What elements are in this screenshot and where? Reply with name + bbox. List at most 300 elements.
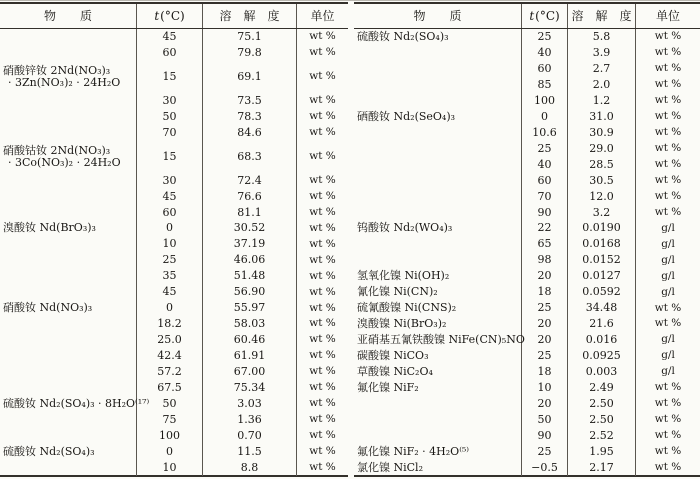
unit-cell: wt % [309, 445, 336, 458]
temperature-cell: 45 [137, 29, 203, 45]
substance-cell [354, 93, 522, 109]
unit-cell: wt % [654, 429, 682, 442]
substance-cell [354, 252, 522, 268]
temperature-cell: 0 [522, 109, 568, 125]
table-row [0, 93, 348, 109]
unit-cell: wt % [309, 397, 336, 410]
substance-cell [354, 268, 522, 284]
temp-unit-label: (°C) [535, 8, 560, 23]
temperature-cell: 25 [522, 29, 568, 45]
solubility-cell: 1.36 [203, 412, 297, 428]
table-row [354, 157, 700, 173]
substance-cell [354, 460, 522, 476]
substance-cell [354, 157, 522, 173]
solubility-cell: 2.50 [568, 396, 636, 412]
temp-symbol: t [154, 8, 160, 23]
solubility-cell: 0.0592 [568, 284, 636, 300]
solubility-cell: 0.0190 [568, 220, 636, 236]
solubility-cell: 0.70 [203, 428, 297, 444]
table-row [354, 109, 700, 125]
unit-cell: wt % [654, 94, 682, 107]
table-row [354, 444, 700, 460]
solubility-cell: 0.003 [568, 364, 636, 380]
table-row [354, 93, 700, 109]
substance-cell [354, 300, 522, 316]
temperature-cell: 70 [522, 189, 568, 205]
unit-cell: g/l [661, 269, 675, 282]
table-row [0, 268, 348, 284]
temperature-cell: −0.5 [522, 460, 568, 476]
substance-name-line2: · 3Co(NO₃)₂ · 24H₂O [8, 155, 121, 169]
temperature-cell: 70 [137, 125, 203, 141]
temperature-cell: 25 [522, 141, 568, 157]
table-row [354, 141, 700, 157]
unit-cell: wt % [654, 62, 682, 75]
substance-cell [0, 380, 137, 396]
solubility-cell: 76.6 [203, 189, 297, 205]
substance-cell [354, 236, 522, 252]
solubility-cell: 51.48 [203, 268, 297, 284]
solubility-cell: 29.0 [568, 141, 636, 157]
substance-cell [0, 189, 137, 205]
temperature-cell: 18.2 [137, 316, 203, 332]
table-row [0, 332, 348, 348]
temperature-cell: 90 [522, 204, 568, 220]
unit-cell: wt % [309, 221, 336, 234]
unit-cell: wt % [654, 189, 682, 202]
solubility-cell: 11.5 [203, 444, 297, 460]
temperature-cell: 45 [137, 189, 203, 205]
temperature-cell: 42.4 [137, 348, 203, 364]
substance-cell [0, 396, 150, 412]
temperature-cell: 40 [522, 45, 568, 61]
substance-name: 硫氰酸镍 Ni(CNS)₂ [357, 301, 457, 315]
substance-cell [354, 189, 522, 205]
substance-cell [354, 348, 522, 364]
substance-cell [354, 396, 522, 412]
table-row [0, 396, 348, 412]
solubility-cell: 2.50 [568, 412, 636, 428]
substance-name-line2: · 3Zn(NO₃)₂ · 24H₂O [8, 75, 121, 89]
temperature-cell: 0 [137, 220, 203, 236]
substance-name: 溴酸镍 Ni(BrO₃)₂ [357, 317, 447, 331]
solubility-cell: 79.8 [203, 45, 297, 61]
temperature-cell: 50 [522, 412, 568, 428]
unit-cell: wt % [654, 317, 682, 330]
unit-cell: wt % [654, 397, 682, 410]
substance-cell [0, 348, 137, 364]
substance-cell [0, 29, 137, 45]
solubility-table-left [0, 2, 348, 477]
substance-cell [0, 252, 137, 268]
table-row [0, 109, 348, 125]
solubility-cell: 2.52 [568, 428, 636, 444]
table-row [0, 284, 348, 300]
table-row [0, 460, 348, 476]
substance-cell [354, 29, 522, 45]
table-row [0, 252, 348, 268]
temperature-cell: 35 [137, 268, 203, 284]
solubility-cell: 31.0 [568, 109, 636, 125]
table-row [354, 252, 700, 268]
unit-cell: wt % [309, 269, 336, 282]
table-row [0, 125, 348, 141]
temperature-cell: 0 [137, 444, 203, 460]
solubility-cell: 37.19 [203, 236, 297, 252]
substance-name: 氯化镍 NiCl₂ [357, 460, 423, 474]
unit-cell: wt % [309, 381, 336, 394]
unit-cell: g/l [661, 349, 675, 362]
column-header-temperature [522, 4, 568, 28]
solubility-cell: 46.06 [203, 252, 297, 268]
column-header-unit: 单位 [655, 8, 680, 23]
substance-cell [354, 77, 522, 93]
solubility-cell: 34.48 [568, 300, 636, 316]
substance-name: 碳酸镍 NiCO₃ [357, 349, 429, 363]
unit-cell: wt % [309, 365, 336, 378]
table-row [354, 412, 700, 428]
temperature-cell: 15 [137, 61, 203, 93]
solubility-cell: 8.8 [203, 460, 297, 476]
solubility-cell: 60.46 [203, 332, 297, 348]
temperature-cell: 22 [522, 220, 568, 236]
solubility-cell: 55.97 [203, 300, 297, 316]
temperature-cell: 60 [137, 204, 203, 220]
temperature-cell: 60 [522, 173, 568, 189]
solubility-cell: 56.90 [203, 284, 297, 300]
solubility-cell: 61.91 [203, 348, 297, 364]
substance-cell [0, 141, 137, 173]
solubility-cell: 2.7 [568, 61, 636, 77]
solubility-cell: 78.3 [203, 109, 297, 125]
table-row [354, 45, 700, 61]
substance-cell [354, 444, 522, 460]
substance-cell [0, 428, 137, 444]
substance-cell [0, 45, 137, 61]
top-rule [0, 0, 700, 1]
table-row [354, 396, 700, 412]
table-row [0, 141, 348, 173]
substance-cell [0, 444, 137, 460]
temperature-cell: 67.5 [137, 380, 203, 396]
substance-cell [0, 93, 137, 109]
unit-cell: wt % [654, 413, 682, 426]
table-row [354, 236, 700, 252]
unit-cell: wt % [309, 333, 336, 346]
substance-cell [354, 412, 522, 428]
substance-name: 硝酸锌钕 2Nd(NO₃)₃ [3, 63, 111, 77]
temperature-cell: 65 [522, 236, 568, 252]
temperature-cell: 98 [522, 252, 568, 268]
temperature-cell: 20 [522, 332, 568, 348]
temperature-cell: 18 [522, 284, 568, 300]
table-row [354, 268, 700, 284]
column-header-solubility: 溶 解 度 [203, 4, 297, 28]
temp-symbol: t [529, 8, 535, 23]
substance-cell [0, 268, 137, 284]
unit-cell: wt % [654, 46, 682, 59]
unit-cell: g/l [661, 285, 675, 298]
solubility-cell: 3.2 [568, 204, 636, 220]
substance-cell [0, 412, 137, 428]
unit-cell: wt % [309, 317, 336, 330]
solubility-cell: 68.3 [203, 141, 297, 173]
unit-cell: wt % [654, 30, 682, 43]
unit-cell: wt % [654, 301, 682, 314]
substance-cell [354, 109, 522, 125]
temperature-cell: 30 [137, 93, 203, 109]
table-row [354, 189, 700, 205]
substance-name: 氰化镍 Ni(CN)₂ [357, 285, 438, 299]
solubility-cell: 75.1 [203, 29, 297, 45]
temperature-cell: 90 [522, 428, 568, 444]
table-header-left [0, 4, 348, 29]
unit-cell: wt % [654, 205, 682, 218]
substance-cell [0, 300, 137, 316]
substance-cell [354, 316, 522, 332]
table-row [354, 29, 700, 45]
table-row [0, 316, 348, 332]
substance-cell [354, 428, 522, 444]
table-row [0, 189, 348, 205]
solubility-cell: 2.0 [568, 77, 636, 93]
unit-cell: wt % [309, 413, 336, 426]
table-row [0, 380, 348, 396]
solubility-cell: 0.0925 [568, 348, 636, 364]
solubility-cell: 58.03 [203, 316, 297, 332]
solubility-cell: 3.9 [568, 45, 636, 61]
temperature-cell: 57.2 [137, 364, 203, 380]
substance-cell [354, 45, 522, 61]
table-row [354, 173, 700, 189]
column-header-substance: 物 质 [354, 4, 522, 28]
substance-cell [354, 284, 522, 300]
solubility-cell: 69.1 [203, 61, 297, 93]
table-row [0, 204, 348, 220]
substance-cell [354, 173, 522, 189]
unit-cell: wt % [654, 141, 682, 154]
substance-cell [0, 204, 137, 220]
unit-cell: g/l [661, 365, 675, 378]
unit-cell: wt % [654, 445, 682, 458]
substance-name: 氢氧化镍 Ni(OH)₂ [357, 269, 450, 283]
solubility-cell: 30.9 [568, 125, 636, 141]
temperature-cell: 25.0 [137, 332, 203, 348]
table-row [354, 204, 700, 220]
table-row [354, 348, 700, 364]
unit-cell: wt % [654, 157, 682, 170]
substance-cell [354, 125, 522, 141]
table-row [0, 45, 348, 61]
substance-cell [354, 61, 522, 77]
substance-cell [0, 125, 137, 141]
temperature-cell: 18 [522, 364, 568, 380]
solubility-cell: 30.5 [568, 173, 636, 189]
table-header-right [354, 4, 700, 29]
temperature-cell: 30 [137, 173, 203, 189]
table-row [354, 77, 700, 93]
substance-cell [0, 460, 137, 476]
unit-cell: wt % [309, 149, 336, 162]
table-row [0, 220, 348, 236]
solubility-cell: 5.8 [568, 29, 636, 45]
temperature-cell: 20 [522, 316, 568, 332]
temperature-cell: 20 [522, 396, 568, 412]
solubility-cell: 84.6 [203, 125, 297, 141]
column-header-unit: 单位 [310, 8, 335, 23]
solubility-cell: 81.1 [203, 204, 297, 220]
temperature-cell: 50 [137, 109, 203, 125]
solubility-cell: 0.016 [568, 332, 636, 348]
table-row [354, 364, 700, 380]
solubility-cell: 0.0152 [568, 252, 636, 268]
unit-cell: wt % [309, 205, 336, 218]
temperature-cell: 10 [137, 460, 203, 476]
substance-name: 亚硝基五氰铁酸镍 NiFe(CN)₅NO [357, 333, 525, 347]
solubility-cell: 73.5 [203, 93, 297, 109]
temperature-cell: 10 [522, 380, 568, 396]
substance-name: 氟化镍 NiF₂ [357, 381, 419, 394]
table-body-right [354, 29, 700, 476]
table-row [0, 173, 348, 189]
temperature-cell: 25 [522, 348, 568, 364]
substance-cell [0, 332, 137, 348]
temperature-cell: 25 [137, 252, 203, 268]
temperature-cell: 100 [137, 428, 203, 444]
unit-cell: wt % [654, 461, 682, 474]
substance-cell [0, 61, 137, 93]
temperature-cell: 50 [137, 396, 203, 412]
temperature-cell: 100 [522, 93, 568, 109]
unit-cell: g/l [661, 333, 675, 346]
column-header-substance: 物 质 [0, 4, 137, 28]
table-row [0, 444, 348, 460]
solubility-cell: 72.4 [203, 173, 297, 189]
temperature-cell: 60 [522, 61, 568, 77]
table-row [0, 348, 348, 364]
table-row [354, 300, 700, 316]
substance-cell [354, 220, 522, 236]
column-header-temperature [137, 4, 203, 28]
temperature-cell: 40 [522, 157, 568, 173]
solubility-cell: 28.5 [568, 157, 636, 173]
table-row [0, 236, 348, 252]
temperature-cell: 20 [522, 268, 568, 284]
substance-cell [0, 316, 137, 332]
substance-name: 硫酸钕 Nd₂(SO₄)₃ [3, 444, 95, 458]
substance-cell [354, 380, 522, 396]
unit-cell: wt % [309, 46, 336, 59]
unit-cell: g/l [661, 237, 675, 250]
solubility-cell: 3.03 [203, 396, 297, 412]
substance-name: 硝酸钕 Nd(NO₃)₃ [3, 301, 93, 315]
solubility-cell: 1.95 [568, 444, 636, 460]
temperature-cell: 85 [522, 77, 568, 93]
substance-name: 溴酸钕 Nd(BrO₃)₃ [3, 221, 96, 235]
temperature-cell: 10.6 [522, 125, 568, 141]
solubility-table-right [354, 2, 700, 477]
table-body-left [0, 29, 348, 476]
unit-cell: wt % [654, 126, 682, 139]
unit-cell: wt % [309, 30, 336, 43]
table-row [354, 220, 700, 236]
table-row [354, 284, 700, 300]
temperature-cell: 75 [137, 412, 203, 428]
table-row [0, 428, 348, 444]
unit-cell: wt % [654, 381, 682, 394]
solubility-cell: 30.52 [203, 220, 297, 236]
temperature-cell: 45 [137, 284, 203, 300]
substance-name: 硫酸钕 Nd₂(SO₄)₃ [357, 30, 449, 44]
substance-name: 硫酸钕 Nd₂(SO₄)₃ · 8H₂O⁽¹⁷⁾ [3, 396, 150, 410]
unit-cell: wt % [309, 94, 336, 107]
solubility-cell: 67.00 [203, 364, 297, 380]
substance-name: 硝酸钴钕 2Nd(NO₃)₃ [3, 143, 111, 157]
unit-cell: wt % [309, 70, 336, 83]
substance-cell [0, 364, 137, 380]
unit-cell: wt % [309, 429, 336, 442]
substance-cell [0, 220, 137, 236]
table-row [354, 61, 700, 77]
substance-name: 氟化镍 NiF₂ · 4H₂O⁽⁵⁾ [357, 444, 470, 458]
substance-cell [354, 141, 522, 157]
unit-cell: wt % [309, 126, 336, 139]
column-header-solubility: 溶 解 度 [568, 4, 636, 28]
unit-cell: wt % [309, 237, 336, 250]
temperature-cell: 60 [137, 45, 203, 61]
unit-cell: g/l [661, 221, 675, 234]
temperature-cell: 0 [137, 300, 203, 316]
table-row [354, 460, 700, 476]
substance-cell [0, 236, 137, 252]
temperature-cell: 25 [522, 300, 568, 316]
solubility-cell: 21.6 [568, 316, 636, 332]
solubility-cell: 2.17 [568, 460, 636, 476]
substance-name: 草酸镍 NiC₂O₄ [357, 365, 433, 379]
solubility-cell: 0.0168 [568, 236, 636, 252]
substance-cell [354, 364, 522, 380]
unit-cell: wt % [654, 173, 682, 186]
solubility-cell: 0.0127 [568, 268, 636, 284]
substance-cell [354, 204, 522, 220]
table-row [0, 300, 348, 316]
temperature-cell: 10 [137, 236, 203, 252]
table-row [0, 29, 348, 45]
temperature-cell: 15 [137, 141, 203, 173]
unit-cell: wt % [654, 78, 682, 91]
substance-cell [0, 284, 137, 300]
substance-name: 硒酸钕 Nd₂(SeO₄)₃ [357, 109, 456, 123]
table-row [354, 125, 700, 141]
unit-cell: wt % [654, 110, 682, 123]
unit-cell: wt % [309, 173, 336, 186]
table-row [0, 412, 348, 428]
unit-cell: wt % [309, 110, 336, 123]
unit-cell: wt % [309, 189, 336, 202]
unit-cell: wt % [309, 285, 336, 298]
substance-name: 钨酸钕 Nd₂(WO₄)₃ [357, 221, 453, 235]
unit-cell: g/l [661, 253, 675, 266]
temp-unit-label: (°C) [160, 8, 185, 23]
unit-cell: wt % [309, 301, 336, 314]
solubility-cell: 1.2 [568, 93, 636, 109]
substance-cell [354, 332, 525, 348]
temperature-cell: 25 [522, 444, 568, 460]
table-row [354, 316, 700, 332]
table-row [354, 428, 700, 444]
substance-cell [0, 173, 137, 189]
table-row [0, 364, 348, 380]
